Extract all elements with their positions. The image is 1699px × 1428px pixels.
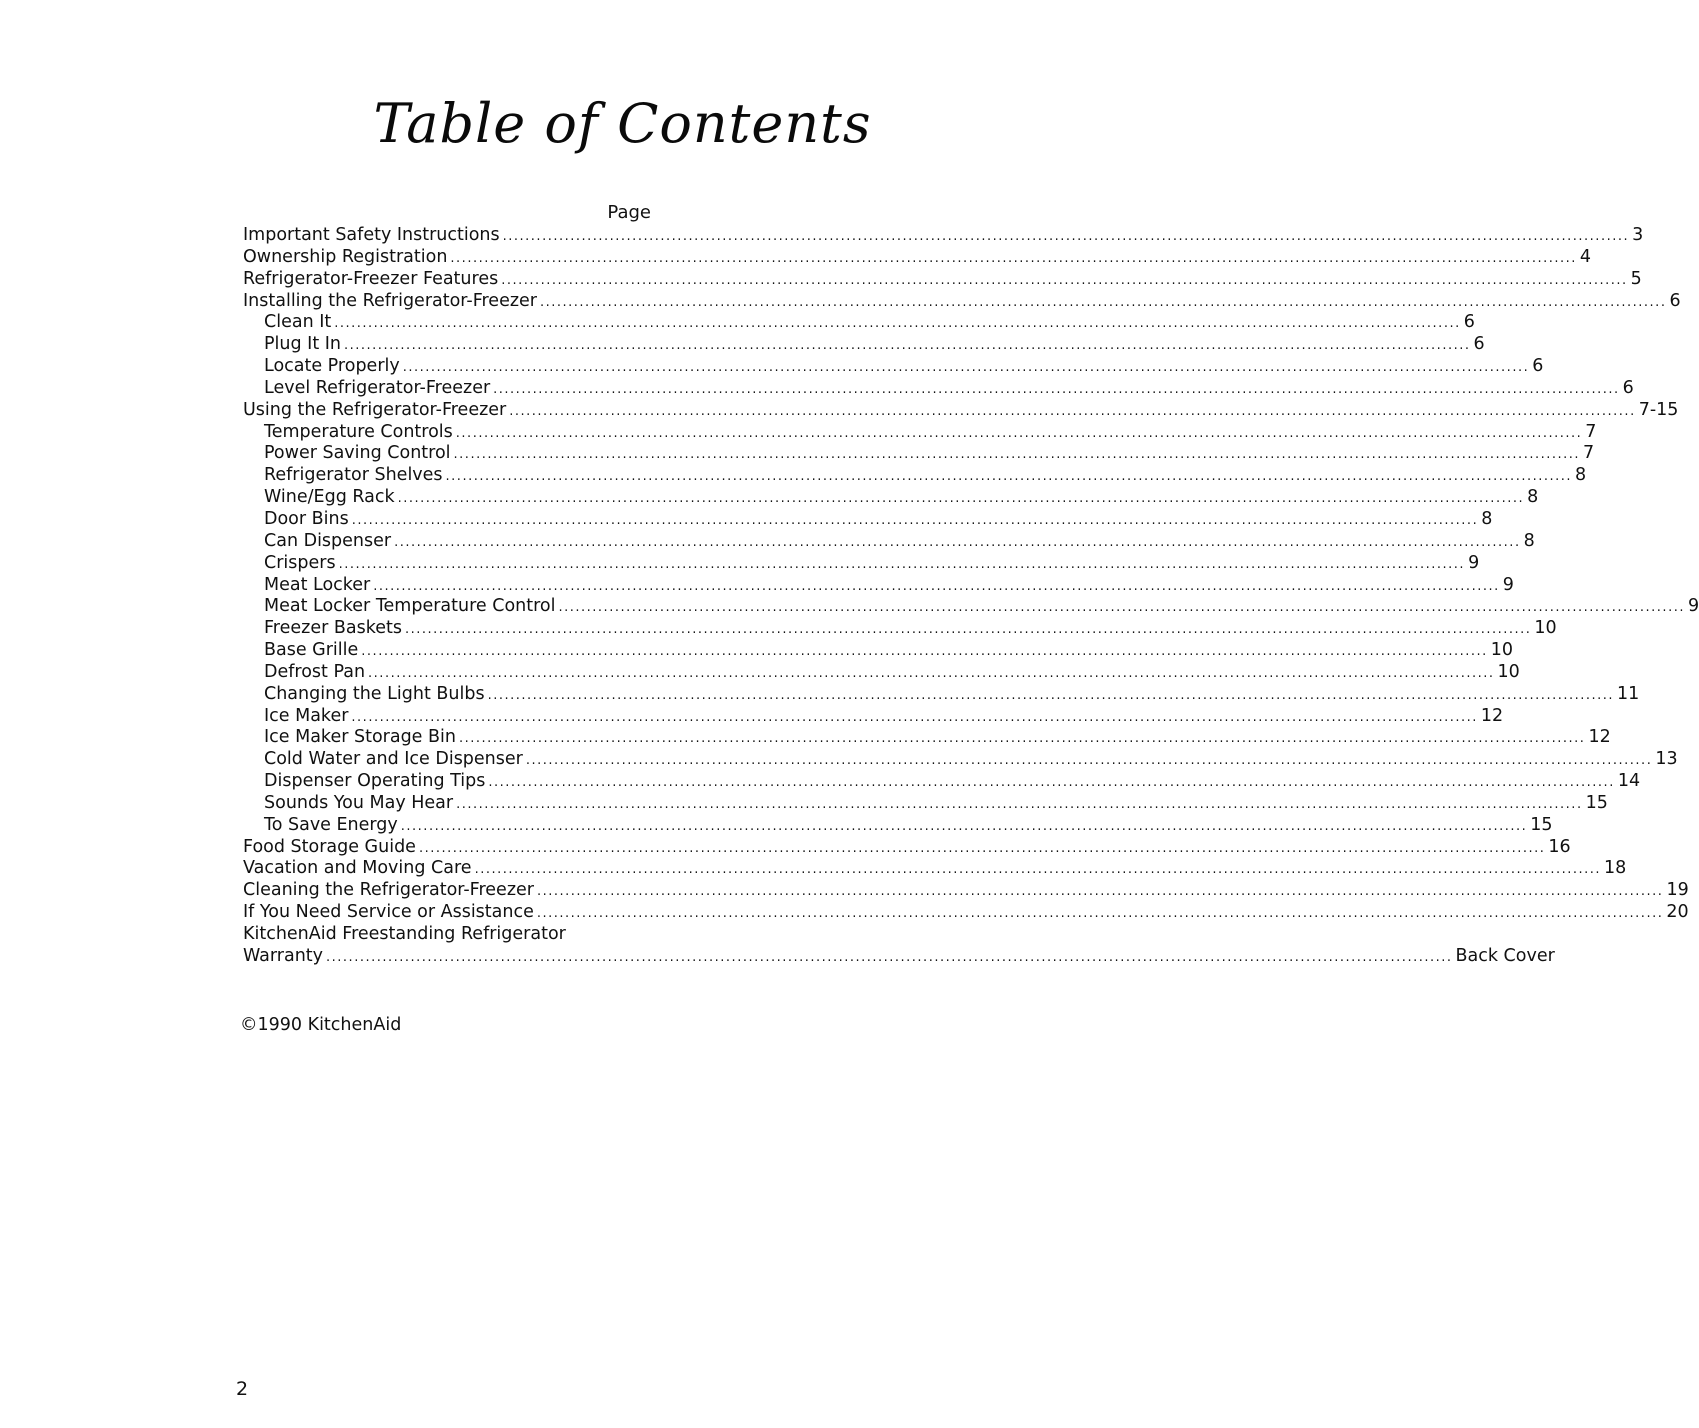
dot-leader: ........................................................................................................................................................................................................ — [450, 250, 1577, 266]
toc-entry-page: 15 — [1585, 792, 1608, 813]
dot-leader: ........................................................................................................................................................................................................ — [404, 622, 1532, 638]
toc-entry-page: 9 — [1468, 552, 1480, 573]
toc-entry-label: To Save Energy — [264, 814, 398, 835]
toc-entry-label: Clean It — [264, 312, 332, 333]
dot-leader: ........................................................................................................................................................................................................ — [525, 753, 1653, 769]
page-column-header: Page — [607, 202, 651, 223]
toc-entry-page: 10 — [1534, 618, 1557, 639]
toc-entry — [243, 924, 653, 946]
toc-entry-label: Defrost Pan — [264, 661, 366, 682]
toc-entry-label: Level Refrigerator-Freezer — [264, 377, 491, 398]
toc-entry-page: 6 — [1532, 356, 1544, 377]
toc-entry — [243, 814, 1553, 837]
toc-entry-page: 14 — [1617, 771, 1641, 792]
toc-entry-label: Meat Locker Temperature Control — [264, 596, 556, 617]
toc-entry — [243, 771, 1641, 793]
dot-leader: ........................................................................................................................................................................................................ — [501, 272, 1628, 288]
dot-leader: ........................................................................................................................................................................................................ — [445, 469, 1573, 485]
dot-leader: ........................................................................................................................................................................................................ — [394, 534, 1521, 550]
toc-entry-page: 3 — [1632, 225, 1644, 245]
toc-entry-page: 10 — [1497, 661, 1520, 682]
dot-leader: ........................................................................................................................................................................................................ — [402, 360, 1530, 376]
toc-entry-page: 5 — [1630, 268, 1642, 289]
toc-entry — [243, 312, 1475, 334]
toc-entry — [243, 880, 1689, 902]
toc-entry-label: KitchenAid Freestanding Refrigerator — [243, 924, 566, 944]
toc-entry — [243, 945, 1555, 968]
toc-entry — [243, 399, 1679, 422]
toc-entry-page: Back Cover — [1455, 945, 1555, 966]
toc-entry-label: Ice Maker — [264, 705, 349, 726]
toc-entry-label: Wine/Egg Rack — [264, 487, 395, 508]
dot-leader: ........................................................................................................................................................................................................ — [488, 775, 1615, 791]
dot-leader: ........................................................................................................................................................................................................ — [558, 600, 1685, 616]
toc-entry-label: If You Need Service or Assistance — [243, 902, 534, 923]
dot-leader: ........................................................................................................................................................................................................ — [458, 731, 1586, 747]
toc-entry-page: 4 — [1579, 246, 1592, 267]
toc-entry-label: Important Safety Instructions — [243, 225, 500, 245]
toc-entry-page: 6 — [1463, 312, 1475, 333]
toc-entry-label: Cold Water and Ice Dispenser — [264, 749, 523, 770]
toc-entry — [243, 749, 1678, 771]
toc-entry-label: Plug It In — [264, 334, 342, 355]
toc-entry-page: 12 — [1480, 705, 1504, 726]
toc-entry-page: 16 — [1548, 836, 1571, 857]
dot-leader: ........................................................................................................................................................................................................ — [373, 578, 1500, 594]
toc-entry-page: 9 — [1502, 574, 1514, 595]
dot-leader: ........................................................................................................................................................................................................ — [474, 862, 1602, 878]
toc-entry-label: Meat Locker — [264, 574, 371, 595]
page-number: 2 — [236, 1378, 249, 1400]
toc-entry — [243, 727, 1611, 749]
toc-entry — [243, 683, 1640, 706]
toc-entry — [243, 356, 1544, 378]
dot-leader: ........................................................................................................................................................................................................ — [400, 818, 1528, 834]
toc-entry — [243, 487, 1539, 509]
toc-entry — [243, 836, 1571, 859]
toc-entry — [243, 225, 1644, 247]
toc-entry-page: 10 — [1490, 640, 1514, 661]
toc-entry-label: Can Dispenser — [264, 530, 392, 551]
toc-entry-label: Ownership Registration — [243, 246, 448, 267]
toc-entry — [243, 552, 1480, 575]
dot-leader: ........................................................................................................................................................................................................ — [487, 687, 1615, 703]
toc-entry — [243, 858, 1627, 880]
dot-leader: ........................................................................................................................................................................................................ — [338, 556, 1466, 572]
dot-leader: ........................................................................................................................................................................................................ — [326, 949, 1453, 965]
toc-entry-label: Changing the Light Bulbs — [264, 683, 485, 704]
toc-entry — [243, 792, 1608, 815]
dot-leader: ........................................................................................................................................................................................................ — [502, 229, 1630, 244]
toc-entry — [243, 421, 1597, 444]
dot-leader: ........................................................................................................................................................................................................ — [361, 644, 1488, 660]
toc-entry — [243, 661, 1520, 684]
toc-entry-label: Ice Maker Storage Bin — [264, 727, 456, 748]
toc-entry-label: Cleaning the Refrigerator-Freezer — [243, 880, 534, 901]
dot-leader: ........................................................................................................................................................................................................ — [418, 840, 1546, 856]
toc-entry-label: Refrigerator-Freezer Features — [243, 268, 499, 289]
toc-entry-label: Locate Properly — [264, 356, 400, 377]
toc-entry — [243, 574, 1514, 597]
toc-entry-page: 6 — [1669, 290, 1681, 311]
dot-leader: ........................................................................................................................................................................................................ — [344, 338, 1471, 354]
toc-entry-page: 12 — [1588, 727, 1611, 748]
dot-leader: ........................................................................................................................................................................................................ — [536, 906, 1664, 922]
toc-entry — [243, 640, 1514, 662]
dot-leader: ........................................................................................................................................................................................................ — [539, 294, 1667, 310]
toc-entry-page: 7-15 — [1638, 399, 1679, 420]
toc-entry-page: 6 — [1622, 377, 1634, 398]
toc-entry — [243, 465, 1587, 487]
table-of-contents — [243, 200, 1699, 968]
copyright-notice: ©1990 KitchenAid — [240, 1015, 402, 1035]
toc-entry-label: Warranty — [243, 945, 324, 966]
toc-entry — [243, 902, 1689, 924]
dot-leader: ........................................................................................................................................................................................................ — [351, 709, 1478, 725]
toc-entry-page: 15 — [1530, 814, 1553, 835]
toc-entry — [243, 334, 1485, 356]
toc-entry — [243, 596, 1699, 618]
toc-entry-label: Crispers — [264, 552, 336, 573]
toc-entry — [243, 246, 1592, 269]
toc-entry-label: Freezer Baskets — [264, 618, 402, 639]
toc-entry-page: 8 — [1527, 487, 1539, 508]
toc-entry-page: 8 — [1523, 530, 1535, 551]
toc-entry-label: Refrigerator Shelves — [264, 465, 443, 486]
toc-entry-label: Installing the Refrigerator-Freezer — [243, 290, 537, 311]
toc-entry-label: Base Grille — [264, 640, 359, 661]
dot-leader: ........................................................................................................................................................................................................ — [455, 425, 1583, 441]
toc-entry-page: 11 — [1617, 683, 1640, 704]
page-title: Table of Contents — [373, 92, 872, 155]
toc-entry — [243, 508, 1493, 531]
toc-entry-label: Vacation and Moving Care — [243, 858, 472, 879]
toc-entry-page: 7 — [1583, 443, 1595, 464]
toc-entry-page: 18 — [1604, 858, 1627, 879]
toc-entry-page: 8 — [1575, 465, 1587, 486]
dot-leader: ........................................................................................................................................................................................................ — [493, 381, 1620, 397]
toc-entry-page: 9 — [1687, 596, 1699, 617]
toc-entry-page: 19 — [1666, 880, 1689, 901]
toc-entry-label: Door Bins — [264, 508, 349, 529]
toc-entry-page: 13 — [1655, 749, 1678, 770]
toc-entry-label: Dispenser Operating Tips — [264, 771, 486, 792]
dot-leader: ........................................................................................................................................................................................................ — [351, 512, 1479, 528]
toc-entry — [243, 268, 1642, 291]
toc-entries — [243, 225, 1699, 968]
toc-entry-label: Food Storage Guide — [243, 836, 416, 857]
toc-entry — [243, 443, 1595, 465]
toc-entry — [243, 618, 1557, 640]
toc-entry-page: 7 — [1585, 421, 1597, 442]
dot-leader: ........................................................................................................................................................................................................ — [456, 796, 1583, 812]
toc-entry — [243, 530, 1535, 553]
toc-entry — [243, 290, 1681, 313]
toc-entry-page: 20 — [1666, 902, 1689, 923]
dot-leader: ........................................................................................................................................................................................................ — [397, 491, 1525, 507]
toc-entry-label: Temperature Controls — [264, 421, 453, 442]
dot-leader: ........................................................................................................................................................................................................ — [334, 316, 1461, 332]
dot-leader: ........................................................................................................................................................................................................ — [453, 447, 1581, 463]
toc-entry-label: Power Saving Control — [264, 443, 451, 464]
dot-leader: ........................................................................................................................................................................................................ — [536, 884, 1664, 900]
toc-entry-label: Using the Refrigerator-Freezer — [243, 399, 507, 420]
dot-leader: ........................................................................................................................................................................................................ — [509, 403, 1636, 419]
toc-entry — [243, 377, 1634, 400]
dot-leader: ........................................................................................................................................................................................................ — [368, 665, 1495, 681]
toc-entry-label: Sounds You May Hear — [264, 792, 454, 813]
toc-entry — [243, 705, 1504, 728]
toc-entry-page: 6 — [1473, 334, 1485, 355]
toc-entry-page: 8 — [1481, 508, 1493, 529]
